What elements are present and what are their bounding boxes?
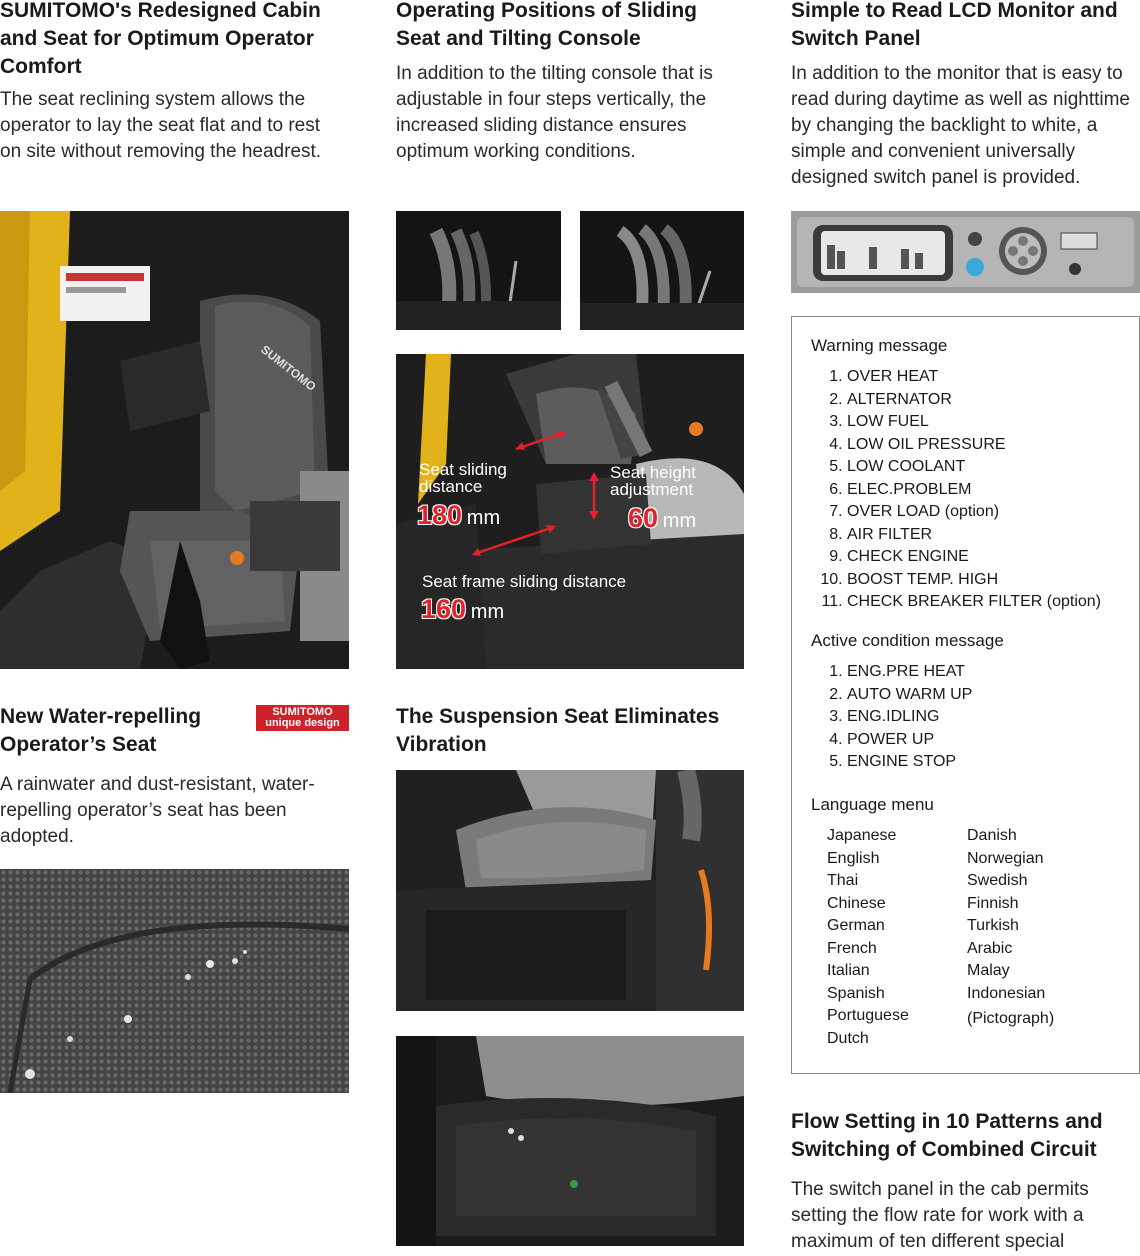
active-condition-list xyxy=(811,661,972,774)
unique-design-badge xyxy=(256,705,349,731)
language-item: Japanese xyxy=(827,827,897,844)
seat-sliding-value-group xyxy=(417,502,500,529)
language-item: German xyxy=(827,917,885,934)
warning-message-item: 9. CHECK ENGINE xyxy=(847,546,1101,569)
seat-frame-label: Seat frame sliding distance xyxy=(422,572,627,591)
seat-sliding-unit: mm xyxy=(466,507,501,529)
seat-height-label: Seat height adjustment xyxy=(610,463,697,499)
cabin-heading: SUMITOMO's Redesigned Cabin and Seat for Optimum Operator Comfort xyxy=(0,0,321,78)
warning-message-title: Warning message xyxy=(811,336,948,355)
suspension-seat-photo-1 xyxy=(396,770,744,1011)
warning-message-item: 7. OVER LOAD (option) xyxy=(847,501,1101,524)
language-list-right xyxy=(967,825,1054,1031)
seat-frame-value: 160 xyxy=(421,594,467,624)
flow-setting-heading: Flow Setting in 10 Patterns and Switching of Combined Circuit xyxy=(791,1110,1103,1161)
warning-message-item: 11. CHECK BREAKER FILTER (option) xyxy=(847,591,1101,614)
warning-message-item: 10. BOOST TEMP. HIGH xyxy=(847,569,1101,592)
language-item: Swedish xyxy=(967,872,1028,889)
language-item: Portuguese xyxy=(827,1007,909,1024)
language-list-left xyxy=(827,825,909,1050)
seat-height-value-group xyxy=(628,505,696,532)
warning-message-item: 6. ELEC.PROBLEM xyxy=(847,479,1101,502)
seat-sliding-value: 180 xyxy=(417,500,463,530)
language-menu-title: Language menu xyxy=(811,795,934,814)
water-seat-heading: New Water-repelling Operator’s Seat xyxy=(0,705,202,756)
suspension-seat-heading: The Suspension Seat Eliminates Vibration xyxy=(396,705,720,756)
language-item: Finnish xyxy=(967,894,1019,912)
console-position-photo-1 xyxy=(396,211,561,330)
language-item: French xyxy=(827,939,877,957)
badge-bottom-text: unique design xyxy=(265,717,340,729)
seat-height-unit: mm xyxy=(662,510,697,532)
water-repelling-fabric-photo xyxy=(0,869,349,1093)
language-item: Danish xyxy=(967,827,1017,844)
language-item: Chinese xyxy=(827,894,886,912)
language-item: Spanish xyxy=(827,984,885,1002)
language-item: Arabic xyxy=(967,939,1013,957)
warning-message-item: 3. LOW FUEL xyxy=(847,411,1101,434)
language-item: Indonesian xyxy=(967,984,1046,1002)
warning-message-item: 8. AIR FILTER xyxy=(847,524,1101,547)
warning-message-item: 5. LOW COOLANT xyxy=(847,456,1101,479)
water-seat-body: A rainwater and dust-resistant, water-repelling operator’s seat has been adopted. xyxy=(0,774,315,847)
flow-setting-body: The switch panel in the cab permits setting the flow rate for work with a maximum of ten different special xyxy=(791,1179,1089,1252)
sliding-seat-body: In addition to the tilting console that is adjustable in four steps vertically, the increased sliding distance ensures optimum working conditions. xyxy=(396,63,713,162)
seat-frame-unit: mm xyxy=(470,601,505,623)
warning-message-item: 2. ALTERNATOR xyxy=(847,389,1101,412)
badge-top-text: SUMITOMO xyxy=(272,706,333,718)
cabin-seat-photo xyxy=(0,211,349,669)
language-item: Dutch xyxy=(827,1029,869,1047)
seat-frame-value-group xyxy=(421,596,504,623)
active-condition-item: 5. ENGINE STOP xyxy=(847,751,972,774)
language-item: Malay xyxy=(967,962,1010,979)
language-item: Italian xyxy=(827,962,870,979)
language-item: Turkish xyxy=(967,917,1019,934)
active-condition-item: 1. ENG.PRE HEAT xyxy=(847,661,972,684)
suspension-seat-photo-2 xyxy=(396,1036,744,1246)
seat-height-value: 60 xyxy=(628,503,659,533)
active-condition-item: 3. ENG.IDLING xyxy=(847,706,972,729)
active-condition-item: 2. AUTO WARM UP xyxy=(847,684,972,707)
lcd-monitor-body: In addition to the monitor that is easy to read during daytime as well as nighttime by changing the backlight to white, a simple and convenient universally designed switch panel is provided. xyxy=(791,63,1131,188)
console-position-photo-2 xyxy=(580,211,744,330)
active-condition-item: 4. POWER UP xyxy=(847,729,972,752)
active-condition-title: Active condition message xyxy=(811,631,1004,650)
switch-panel-photo xyxy=(791,211,1140,293)
warning-message-list xyxy=(811,366,1101,614)
language-item: English xyxy=(827,849,880,867)
seat-sliding-label: Seat sliding distance xyxy=(419,460,507,496)
sliding-seat-heading: Operating Positions of Sliding Seat and Tilting Console xyxy=(396,0,698,50)
lcd-monitor-heading: Simple to Read LCD Monitor and Switch Panel xyxy=(791,0,1118,50)
language-item: Norwegian xyxy=(967,849,1044,867)
warning-message-item: 4. LOW OIL PRESSURE xyxy=(847,434,1101,457)
warning-message-item: 1. OVER HEAT xyxy=(847,366,1101,389)
language-item: (Pictograph) xyxy=(967,1010,1055,1027)
language-item: Thai xyxy=(827,872,859,889)
seat-logo-text: SUMITOMO xyxy=(258,342,319,394)
cabin-body: The seat reclining system allows the operator to lay the seat flat and to rest on site without removing the headrest. xyxy=(0,89,322,162)
